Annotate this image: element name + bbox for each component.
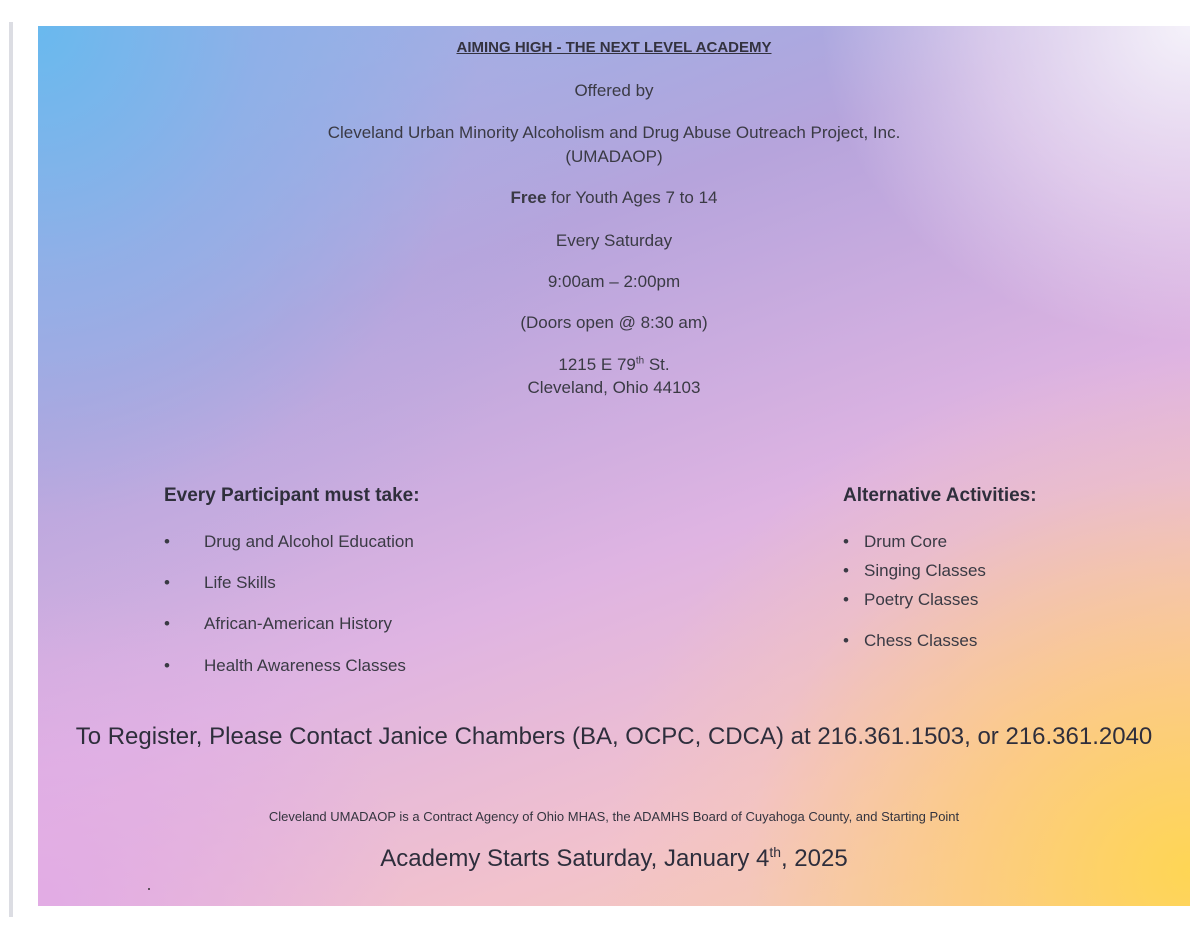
start-date-main: Academy Starts Saturday, January 4 (380, 845, 770, 872)
list-item (843, 561, 986, 581)
bullet-icon: • (843, 561, 849, 580)
eligibility (38, 188, 1190, 208)
city-address: Cleveland, Ohio 44103 (527, 378, 701, 397)
eligibility-rest: for Youth Ages 7 to 14 (546, 188, 718, 207)
organization-name: Cleveland Urban Minority Alcoholism and Drug Abuse Outreach Project, Inc. (327, 123, 901, 142)
alternative-heading: Alternative Activities: (843, 485, 1037, 506)
list-item (164, 532, 414, 552)
register-contact: To Register, Please Contact Janice Chambers (BA, OCPC, CDCA) at 216.361.1503, or 216.361.2040 (75, 723, 1153, 750)
scan-speck (148, 888, 150, 890)
bullet-icon: • (164, 656, 170, 675)
schedule-hours: 9:00am – 2:00pm (547, 272, 681, 291)
bullet-icon: • (164, 573, 170, 592)
bullet-icon: • (164, 532, 170, 551)
scan-edge (9, 22, 13, 917)
start-date-year: , 2025 (780, 845, 848, 872)
flyer (38, 26, 1190, 906)
street-address-main: 1215 E 79 (558, 355, 636, 374)
list-item-label: African-American History (204, 614, 392, 633)
bullet-icon: • (843, 590, 849, 609)
academy-start-date (38, 845, 1190, 873)
free-word: Free (510, 188, 547, 207)
bullet-icon: • (843, 532, 849, 551)
list-item-label: Life Skills (204, 573, 276, 592)
start-date-sup: th (769, 844, 781, 860)
list-item (164, 656, 406, 676)
offered-by: Offered by (574, 81, 654, 100)
flyer-title: AIMING HIGH - THE NEXT LEVEL ACADEMY (456, 39, 772, 56)
street-address-suffix: St. (644, 355, 670, 374)
street-address (38, 355, 1190, 375)
list-item-label: Singing Classes (864, 561, 986, 580)
list-item-label: Health Awareness Classes (204, 656, 406, 675)
contract-note: Cleveland UMADAOP is a Contract Agency of Ohio MHAS, the ADAMHS Board of Cuyahoga County, and Starting Point (268, 809, 960, 824)
street-address-sup: th (635, 355, 645, 367)
list-item (164, 573, 276, 593)
schedule-day: Every Saturday (555, 231, 673, 250)
list-item (843, 532, 947, 552)
list-item (843, 631, 977, 651)
list-item-label: Chess Classes (864, 631, 978, 650)
doors-open: (Doors open @ 8:30 am) (520, 313, 708, 332)
list-item-label: Poetry Classes (864, 590, 979, 609)
required-heading: Every Participant must take: (164, 485, 420, 506)
list-item-label: Drum Core (864, 532, 948, 551)
bullet-icon: • (843, 631, 849, 650)
list-item-label: Drug and Alcohol Education (204, 532, 414, 551)
list-item (843, 590, 978, 610)
organization-abbr: (UMADAOP) (565, 147, 663, 166)
list-item (164, 614, 392, 634)
bullet-icon: • (164, 614, 170, 633)
